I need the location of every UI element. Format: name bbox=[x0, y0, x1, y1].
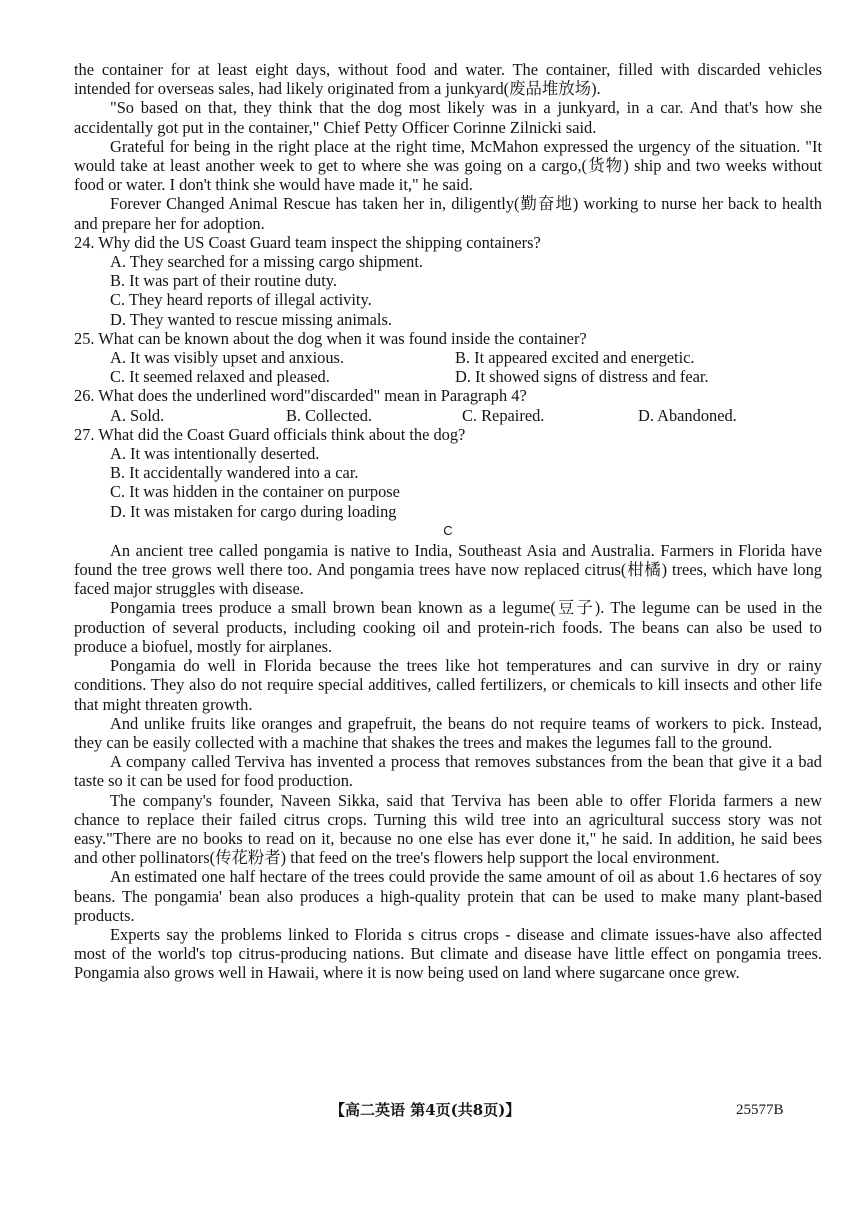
page-number-label: 【高二英语 第4页(共8页)】 bbox=[330, 1101, 521, 1119]
passage-paragraph: Pongamia do well in Florida because the trees like hot temperatures and can survive in dry or rainy conditions. They also do not require special additives, called fertilizers, or chemicals to kill insects and other life that might threaten growth. bbox=[74, 656, 822, 714]
section-c-heading: C bbox=[443, 522, 453, 538]
passage-paragraph: An estimated one half hectare of the trees could provide the same amount of oil as about 1.6 hectares of soy beans. The pongamia' bean also produces a high-quality protein that can be used to make many plant-based products. bbox=[74, 867, 822, 925]
question-stem: 27. What did the Coast Guard officials think about the dog? bbox=[74, 424, 466, 444]
option-row bbox=[110, 348, 822, 367]
exam-code: 25577B bbox=[736, 1102, 784, 1118]
answer-option[interactable]: D. They wanted to rescue missing animals. bbox=[110, 309, 392, 329]
question-27 bbox=[74, 425, 822, 521]
answer-option[interactable]: C. It seemed relaxed and pleased. bbox=[110, 367, 330, 387]
passage-paragraph: A company called Terviva has invented a process that removes substances from the bean that give it a bad taste so it can be used for food production. bbox=[74, 752, 822, 791]
question-stem: 24. Why did the US Coast Guard team inspect the shipping containers? bbox=[74, 232, 541, 252]
answer-option[interactable]: A. It was intentionally deserted. bbox=[110, 444, 320, 464]
passage-b-continued bbox=[74, 60, 822, 983]
passage-paragraph: The company's founder, Naveen Sikka, said that Terviva has been able to offer Florida farmers a new chance to replace their failed citrus crops. Turning this wild tree into an agricultural success story was not easy."There are no books to read on it, because no one else has ever done it," he said. In addition, he said bees and other pollinators(传花粉者) that feed on the tree's flowers help support the local environment. bbox=[74, 790, 822, 868]
answer-option[interactable]: B. Collected. bbox=[286, 405, 373, 425]
answer-option[interactable]: A. They searched for a missing cargo shipment. bbox=[110, 252, 424, 272]
option-row bbox=[110, 367, 822, 386]
answer-option[interactable]: B. It was part of their routine duty. bbox=[110, 271, 337, 291]
answer-option[interactable]: B. It appeared excited and energetic. bbox=[455, 348, 695, 368]
question-24 bbox=[74, 233, 822, 329]
answer-option[interactable]: A. It was visibly upset and anxious. bbox=[110, 348, 344, 368]
page-footer bbox=[0, 1101, 860, 1123]
question-26 bbox=[74, 386, 822, 424]
passage-paragraph: And unlike fruits like oranges and grapefruit, the beans do not require teams of workers to pick. Instead, they can be easily collected with a machine that shakes the trees and makes the legumes fall to the ground. bbox=[74, 713, 822, 752]
answer-option[interactable]: D. It was mistaken for cargo during loading bbox=[110, 501, 397, 521]
answer-option[interactable]: D. It showed signs of distress and fear. bbox=[455, 367, 709, 387]
passage-paragraph: An ancient tree called pongamia is native to India, Southeast Asia and Australia. Farmers in Florida have found the tree grows well there too. And pongamia trees have now replaced citrus(柑橘) trees, which have long faced major struggles with disease. bbox=[74, 540, 822, 599]
question-stem: 26. What does the underlined word"discarded" mean in Paragraph 4? bbox=[74, 386, 527, 406]
answer-option[interactable]: C. They heard reports of illegal activity. bbox=[110, 290, 372, 310]
answer-option[interactable]: C. Repaired. bbox=[462, 405, 545, 425]
option-row bbox=[110, 406, 822, 425]
answer-option[interactable]: C. It was hidden in the container on purpose bbox=[110, 482, 400, 502]
passage-paragraph: Grateful for being in the right place at the right time, McMahon expressed the urgency of the situation. "It would take at least another week to get to where she was going on a cargo,(货物) ship and two weeks without food or water. I don't think she would have made it," he said. bbox=[74, 136, 822, 195]
question-25 bbox=[74, 329, 822, 387]
passage-paragraph: the container for at least eight days, without food and water. The container, filled with discarded vehicles intended for overseas sales, had likely originated from a junkyard(废品堆放场). bbox=[74, 60, 822, 99]
answer-option[interactable]: A. Sold. bbox=[110, 405, 165, 425]
answer-option[interactable]: B. It accidentally wandered into a car. bbox=[110, 463, 359, 483]
passage-paragraph: Pongamia trees produce a small brown bean known as a legume(豆子). The legume can be used in the production of several products, including cooking oil and protein-rich foods. The beans can also be used to produce a biofuel, mostly for airplanes. bbox=[74, 598, 822, 656]
answer-option[interactable]: D. Abandoned. bbox=[638, 405, 737, 425]
passage-paragraph: "So based on that, they think that the dog most likely was in a junkyard, in a car. And that's how she accidentally got put in the container," Chief Petty Officer Corinne Zilnicki said. bbox=[74, 98, 822, 137]
passage-paragraph: Experts say the problems linked to Florida s citrus crops - disease and climate issues-have also affected most of the world's top citrus-producing nations. But climate and disease have little effect on pongamia trees. Pongamia also grows well in Hawaii, where it is now being used on land where sugarcane once grew. bbox=[74, 924, 822, 983]
passage-paragraph: Forever Changed Animal Rescue has taken her in, diligently(勤奋地) working to nurse her back to health and prepare her for adoption. bbox=[74, 194, 822, 233]
question-stem: 25. What can be known about the dog when it was found inside the container? bbox=[74, 328, 587, 348]
